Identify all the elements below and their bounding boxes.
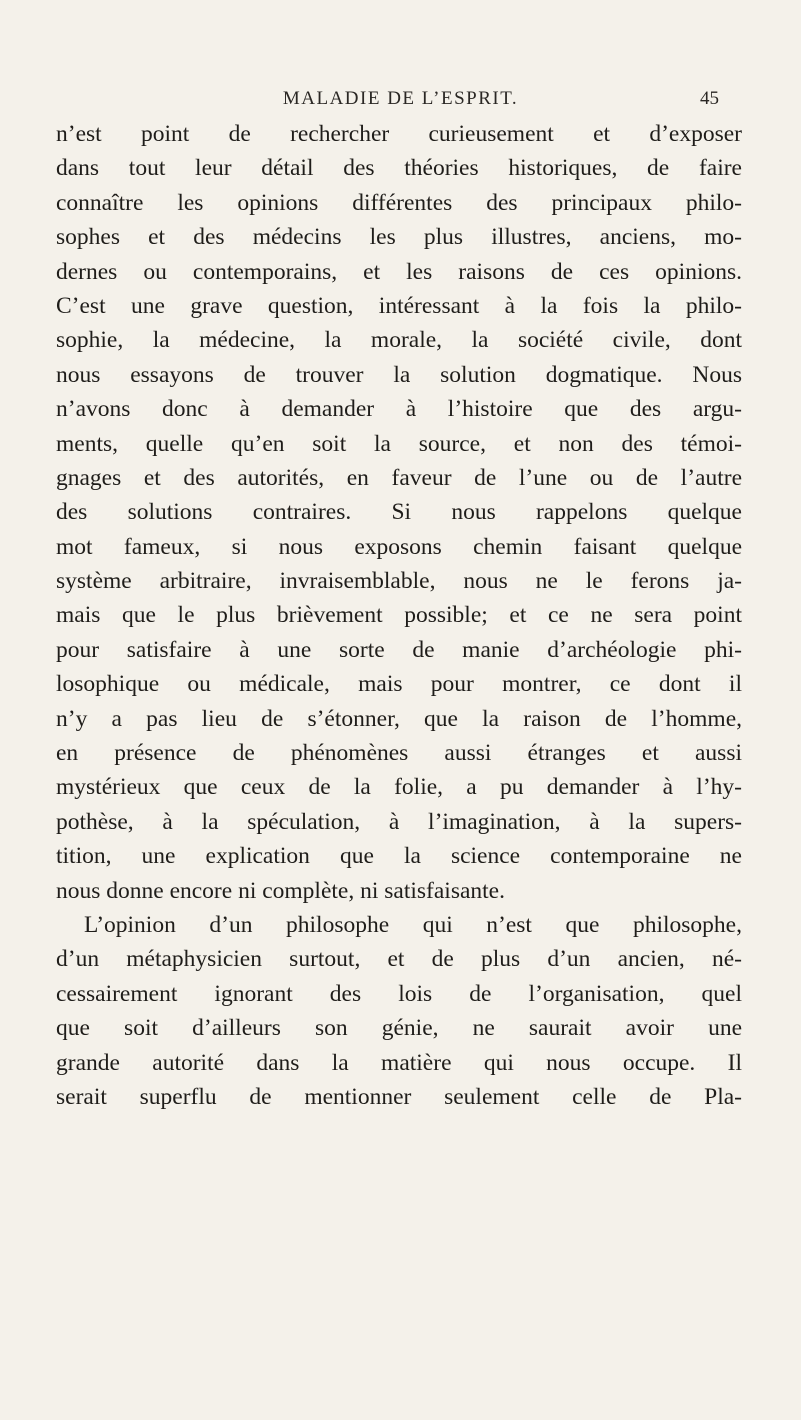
text-line: connaître les opinions différentes des principaux philo- [56, 189, 742, 216]
text-line: n’y a pas lieu de s’étonner, que la raison de l’homme, [56, 705, 742, 732]
text-line: L’opinion d’un philosophe qui n’est que philosophe, [84, 911, 742, 938]
text-line: mais que le plus brièvement possible; et ce ne sera point [56, 602, 742, 629]
text-line: grande autorité dans la matière qui nous occupe. Il [56, 1049, 742, 1076]
text-line: n’avons donc à demander à l’histoire que des argu- [56, 396, 742, 423]
text-line: ments, quelle qu’en soit la source, et non des témoi- [56, 430, 742, 457]
text-line: système arbitraire, invraisemblable, nous ne le ferons ja- [56, 568, 742, 595]
text-line: n’est point de rechercher curieusement et d’exposer [56, 121, 742, 147]
text-line: pothèse, à la spéculation, à l’imagination, à la supers- [56, 808, 742, 835]
text-line: en présence de phénomènes aussi étranges et aussi [56, 740, 742, 767]
running-title: MALADIE DE L’ESPRIT. [282, 88, 519, 109]
text-line: mot fameux, si nous exposons chemin faisant quelque [56, 533, 742, 560]
text-line: nous essayons de trouver la solution dogmatique. Nous [56, 361, 742, 388]
text-line: pour satisfaire à une sorte de manie d’archéologie phi- [56, 636, 742, 663]
text-line: gnages et des autorités, en faveur de l’une ou de l’autre [56, 464, 742, 491]
text-line: tition, une explication que la science contemporaine ne [56, 843, 742, 870]
text-line: des solutions contraires. Si nous rappelons quelque [56, 499, 742, 526]
text-line: d’un métaphysicien surtout, et de plus d’un ancien, né- [56, 946, 742, 973]
text-line: sophes et des médecins les plus illustres, anciens, mo- [56, 224, 742, 251]
text-line: cessairement ignorant des lois de l’organisation, quel [56, 980, 742, 1007]
text-line: dans tout leur détail des théories historiques, de faire [56, 155, 742, 182]
text-line: losophique ou médicale, mais pour montrer, ce dont il [56, 671, 742, 698]
text-line: nous donne encore ni complète, ni satisfaisante. [56, 877, 505, 904]
text-line: mystérieux que ceux de la folie, a pu demander à l’hy- [56, 774, 742, 801]
running-head [0, 88, 801, 118]
page-number: 45 [700, 88, 719, 109]
body-text [56, 117, 742, 1114]
text-line: que soit d’ailleurs son génie, ne saurait avoir une [56, 1015, 742, 1042]
text-line: dernes ou contemporains, et les raisons de ces opinions. [56, 258, 742, 285]
text-line: sophie, la médecine, la morale, la société civile, dont [56, 327, 742, 354]
text-line: serait superflu de mentionner seulement celle de Pla- [56, 1083, 742, 1110]
text-line: C’est une grave question, intéressant à la fois la philo- [56, 292, 742, 319]
